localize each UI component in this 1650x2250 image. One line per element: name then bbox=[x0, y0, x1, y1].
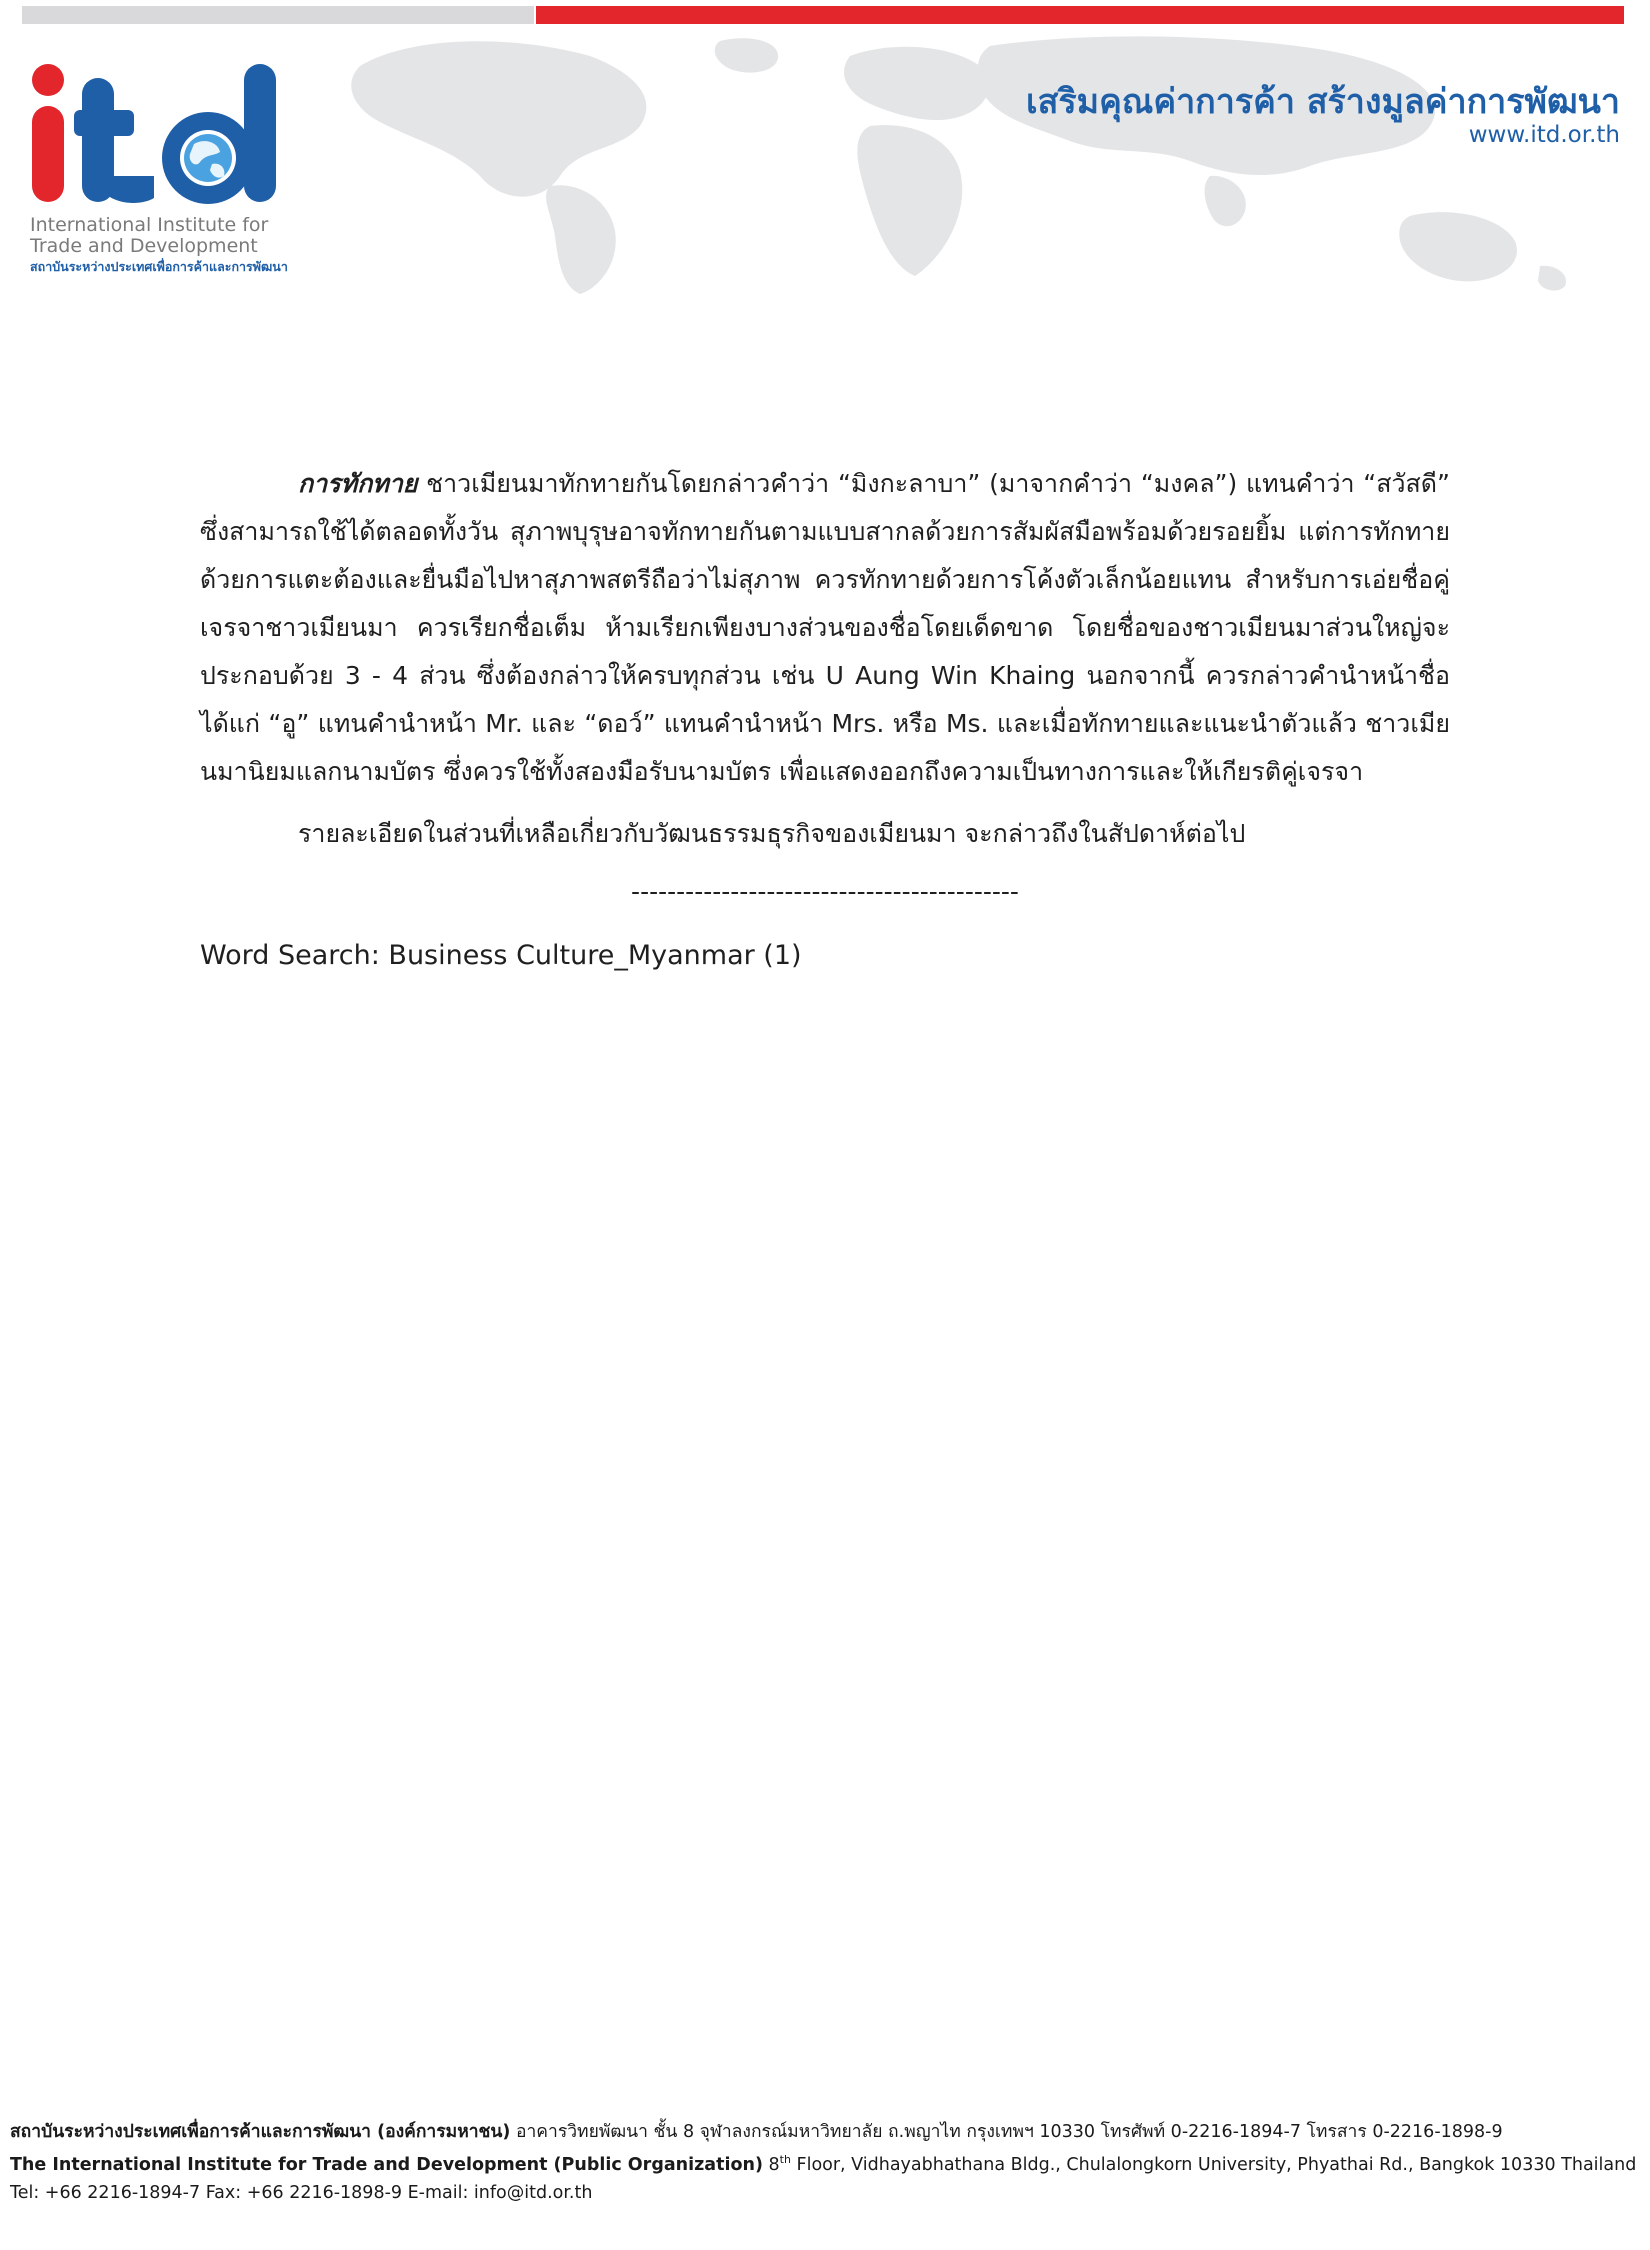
header-slogan: เสริมคุณค่าการค้า สร้างมูลค่าการพัฒนา bbox=[1026, 82, 1620, 122]
next-week-note: รายละเอียดในส่วนที่เหลือเกี่ยวกับวัฒนธรรมธุรกิจของเมียนมา จะกล่าวถึงในสัปดาห์ต่อไป bbox=[298, 819, 1246, 848]
logo-text-english-1: International Institute for bbox=[30, 214, 269, 236]
footer-floor-suffix: th bbox=[779, 2153, 791, 2166]
itd-logo-mark bbox=[28, 58, 288, 208]
itd-logo bbox=[28, 58, 298, 278]
world-map-background bbox=[330, 26, 1620, 296]
footer-floor-number: 8 bbox=[762, 2154, 780, 2175]
footer-address-english: Floor, Vidhayabhathana Bldg., Chulalongkorn University, Phyathai Rd., Bangkok 10330 Thailand bbox=[790, 2154, 1637, 2175]
top-bar-gray bbox=[22, 6, 534, 24]
footer-line-english bbox=[10, 2146, 1640, 2179]
footer-contact: Tel: +66 2216-1894-7 Fax: +66 2216-1898-9 E-mail: info@itd.or.th bbox=[10, 2182, 593, 2203]
greeting-term: การทักทาย bbox=[298, 469, 418, 498]
footer-org-english: The International Institute for Trade and Development (Public Organization) bbox=[10, 2154, 763, 2175]
footer bbox=[10, 2118, 1640, 2207]
section-divider: ------------------------------------------- bbox=[631, 877, 1019, 906]
greeting-text: ชาวเมียนมาทักทายกันโดยกล่าวคำว่า “มิงกะลาบา” (มาจากคำว่า “มงคล”) แทนคำว่า “สวัสดี” ซึ่งสามารถใช้ได้ตลอดทั้งวัน สุภาพบุรุษอาจทักทายกันตามแบบสากลด้วยการสัมผัสมือพร้อมด้วยรอยยิ้ม แต่การทักทายด้วยการแตะต้องและยื่นมือไปหาสุภาพสตรีถือว่าไม่สุภาพ ควรทักทายด้วยการโค้งตัวเล็กน้อยแทน สำหรับการเอ่ยชื่อคู่เจรจาชาวเมียนมา ควรเรียกชื่อเต็ม ห้ามเรียกเพียงบางส่วนของชื่อโดยเด็ดขาด โดยชื่อของชาวเมียนมาส่วนใหญ่จะประกอบด้วย 3 - 4 ส่วน ซึ่งต้องกล่าวให้ครบทุกส่วน เช่น U Aung Win Khaing นอกจากนี้ ควรกล่าวคำนำหน้าชื่อ ได้แก่ “อู” แทนคำนำหน้า Mr. และ “ดอว์” แทนคำนำหน้า Mrs. หรือ Ms. และเมื่อทักทายและแนะนำตัวแล้ว ชาวเมียนมานิยมแลกนามบัตร ซึ่งควรใช้ทั้งสองมือรับนามบัตร เพื่อแสดงออกถึงความเป็นทางการและให้เกียรติคู่เจรจา bbox=[200, 469, 1450, 786]
header-website: www.itd.or.th bbox=[1468, 122, 1620, 148]
article-body bbox=[200, 460, 1450, 980]
footer-address-thai: อาคารวิทยพัฒนา ชั้น 8 จุฬาลงกรณ์มหาวิทยาลัย ถ.พญาไท กรุงเทพฯ 10330 โทรศัพท์ 0-2216-1894-7 โทรสาร 0-2216-1898-9 bbox=[510, 2122, 1503, 2142]
footer-line-thai bbox=[10, 2118, 1640, 2146]
logo-text-thai: สถาบันระหว่างประเทศเพื่อการค้าและการพัฒนา bbox=[30, 259, 288, 274]
greeting-paragraph bbox=[200, 460, 1450, 796]
top-bar-red bbox=[536, 6, 1624, 24]
word-search-label: Word Search: Business Culture_Myanmar (1) bbox=[200, 940, 802, 971]
logo-text-english-2: Trade and Development bbox=[30, 235, 258, 257]
footer-org-thai: สถาบันระหว่างประเทศเพื่อการค้าและการพัฒนา (องค์การมหาชน) bbox=[10, 2122, 511, 2142]
